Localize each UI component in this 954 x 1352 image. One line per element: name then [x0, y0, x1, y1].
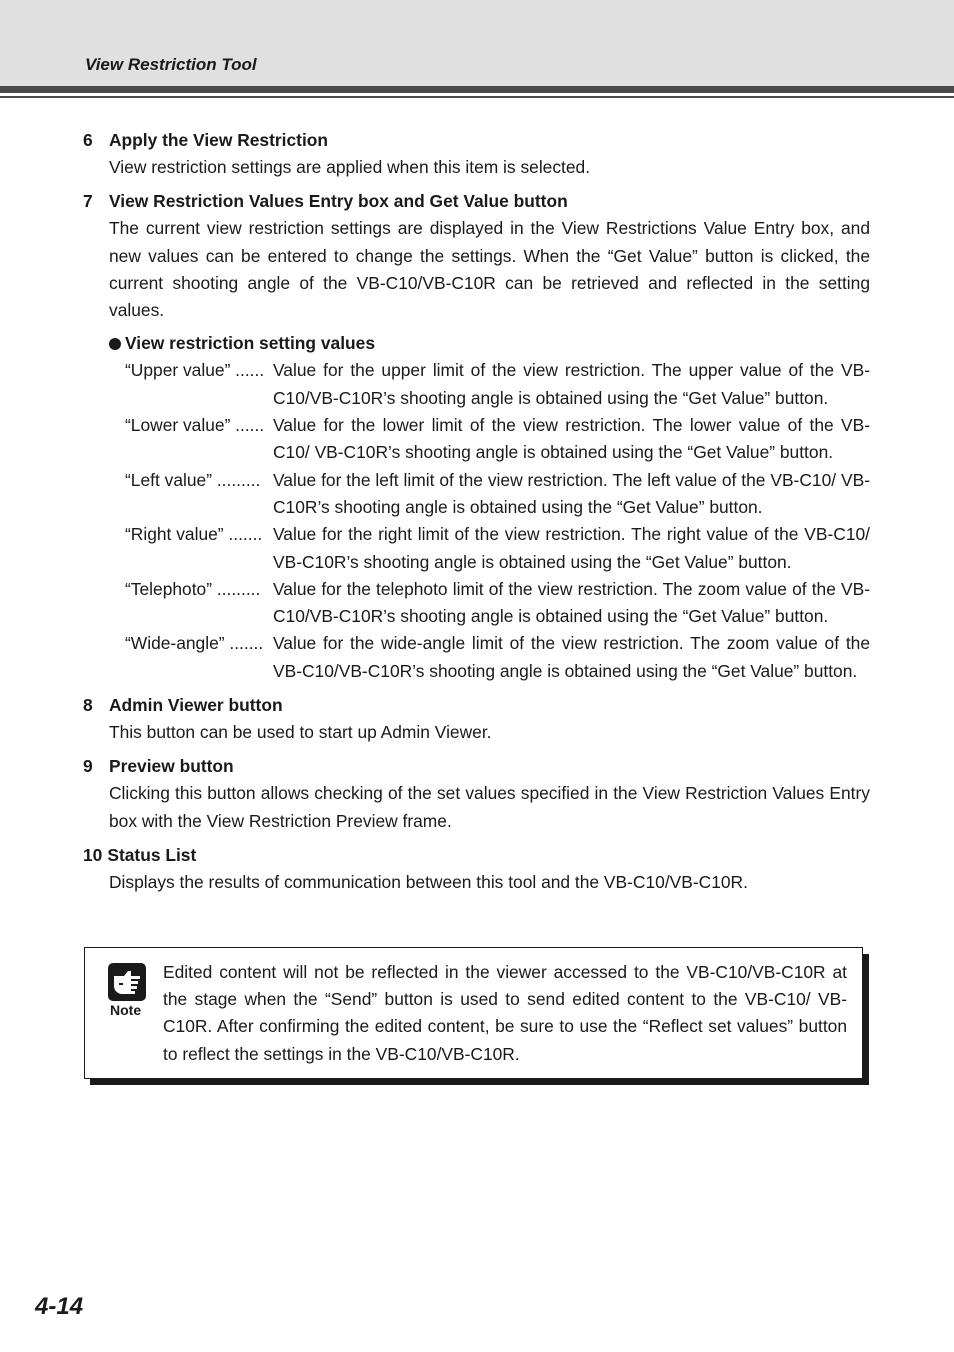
- item-title: View Restriction Values Entry box and Get Value button: [109, 191, 568, 212]
- setting-text: Value for the right limit of the view restriction. The right value of the VB-C10/ VB-C10R’s shooting angle is obtained using the “Get Value” button.: [273, 524, 870, 572]
- item-7: [83, 188, 870, 685]
- setting-text: Value for the wide-angle limit of the view restriction. The zoom value of the VB-C10/VB-C10R’s shooting angle is obtained using the “Get Value” button.: [273, 633, 870, 681]
- note-label: Note: [110, 1002, 142, 1018]
- setting-telephoto: [125, 576, 870, 631]
- bullet-icon: [109, 338, 121, 350]
- setting-text: Value for the lower limit of the view restriction. The lower value of the VB-C10/ VB-C10R’s shooting angle is obtained using the “Get Value” button.: [273, 415, 870, 463]
- setting-right: [125, 521, 870, 576]
- page-number: 4-14: [35, 1293, 84, 1320]
- item-body: The current view restriction settings are displayed in the View Restrictions Value Entry box, and new values can be entered to change the settings. When the “Get Value” button is clicked, the current shooting angle of the VB-C10/VB-C10R can be retrieved and reflected in the setting values.: [109, 218, 870, 321]
- item-title: Preview button: [109, 756, 234, 777]
- note-box: [84, 947, 863, 1079]
- setting-upper: [125, 357, 870, 412]
- item-body: Clicking this button allows checking of the set values specified in the View Restriction Values Entry box with the View Restriction Preview frame.: [109, 783, 870, 831]
- item-body: View restriction settings are applied when this item is selected.: [109, 157, 591, 177]
- item-title: Admin Viewer button: [109, 695, 283, 716]
- setting-lower: [125, 412, 870, 467]
- setting-term: “Telephoto” .........: [125, 578, 261, 599]
- pointing-hand-icon: [108, 963, 146, 1001]
- item-title: Apply the View Restriction: [109, 130, 329, 150]
- settings-heading: View restriction setting values: [125, 333, 375, 354]
- setting-text: Value for the telephoto limit of the view restriction. The zoom value of the VB-C10/VB-C10R’s shooting angle is obtained using the “Get Value” button.: [273, 578, 870, 627]
- item-10: [83, 842, 870, 896]
- main-content: [83, 127, 870, 903]
- setting-text: Value for the left limit of the view restriction. The left value of the VB-C10/ VB-C10R’s shooting angle is obtained using the “Get Value” button.: [273, 469, 870, 517]
- item-8: [83, 692, 870, 746]
- item-body: This button can be used to start up Admin Viewer.: [109, 722, 492, 743]
- header-rule-thick: [0, 86, 954, 93]
- setting-term: “Left value” .........: [125, 469, 261, 490]
- setting-term: “Wide-angle” .......: [125, 633, 264, 654]
- item-6: [83, 127, 870, 181]
- note-text: Edited content will not be reflected in the viewer accessed to the VB-C10/VB-C10R at the stage when the “Send” button is used to send edited content to the VB-C10/ VB-C10R. After confirming the edited content, be sure to use the “Reflect set values” button to reflect the settings in the VB-C10/VB-C10R.: [163, 962, 847, 1064]
- header-rule-thin: [0, 96, 954, 98]
- setting-text: Value for the upper limit of the view restriction. The upper value of the VB-C10/VB-C10R’s shooting angle is obtained using the “Get Value” button.: [273, 360, 870, 408]
- setting-term: “Lower value” ......: [125, 415, 265, 436]
- item-number: 10: [83, 844, 103, 865]
- setting-wide-angle: [125, 630, 870, 685]
- item-title: Status List: [107, 844, 197, 865]
- item-body: Displays the results of communication between this tool and the VB-C10/VB-C10R.: [109, 871, 748, 892]
- item-number: 6: [83, 130, 93, 150]
- setting-term: “Upper value” ......: [125, 360, 265, 381]
- item-number: 9: [83, 756, 93, 777]
- item-number: 8: [83, 695, 93, 716]
- item-9: [83, 753, 870, 835]
- page-header: [0, 0, 954, 86]
- setting-term: “Right value” .......: [125, 524, 263, 545]
- setting-left: [125, 467, 870, 522]
- settings-list: [109, 330, 870, 685]
- header-title: View Restriction Tool: [85, 55, 257, 74]
- item-number: 7: [83, 191, 93, 212]
